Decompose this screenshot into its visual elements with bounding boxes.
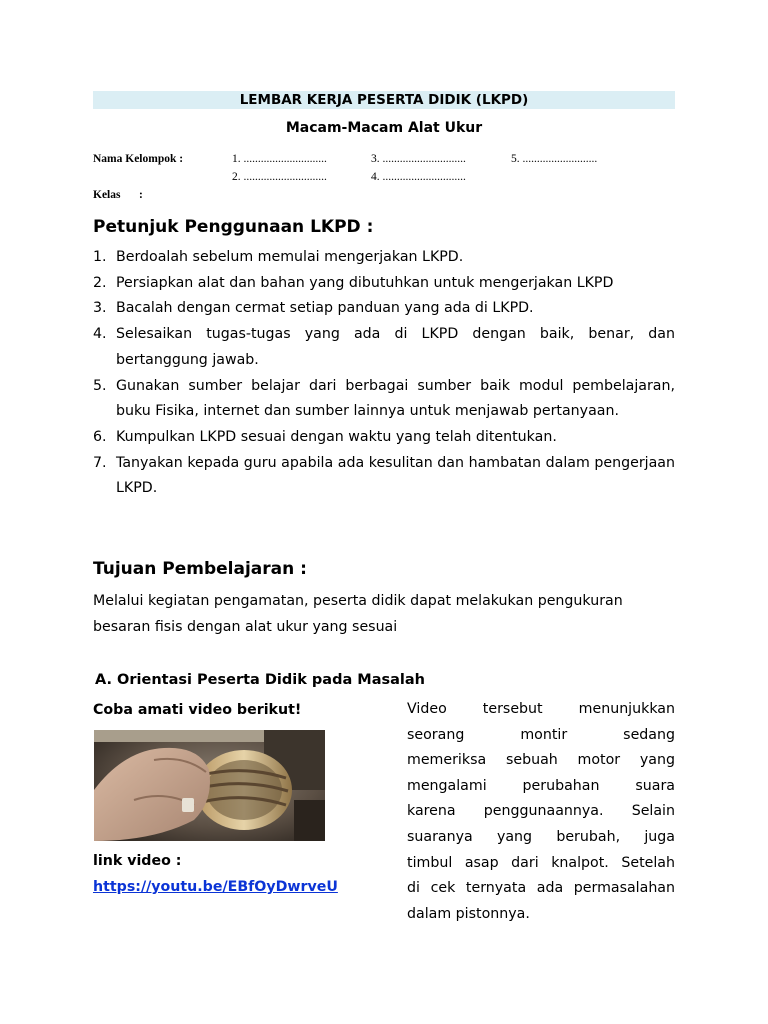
description-line: timbul asap dari knalpot. Setelah [407, 854, 675, 871]
video-thumbnail[interactable] [94, 730, 325, 841]
description-line: dalam pistonnya. [407, 905, 530, 922]
objective-text: Melalui kegiatan pengamatan, peserta didik dapat melakukan pengukuran besaran fisis dengan alat ukur yang sesuai [93, 593, 623, 635]
description-line: mengalami perubahan suara [407, 777, 675, 794]
list-item: 6. Kumpulkan LKPD sesuai dengan waktu yang telah ditentukan. [93, 428, 557, 445]
list-item: 2. Persiapkan alat dan bahan yang dibutuhkan untuk mengerjakan LKPD [93, 274, 614, 291]
member-slot-5[interactable]: 5. .......................... [511, 153, 598, 165]
document-subtitle: Macam-Macam Alat Ukur [285, 120, 483, 136]
description-line: suaranya yang berubah, juga [407, 828, 675, 845]
member-slot-4[interactable]: 4. ............................. [371, 171, 466, 183]
objective-heading: Tujuan Pembelajaran : [93, 559, 307, 579]
description-line: karena penggunaannya. Selain [407, 803, 675, 820]
video-prompt: Coba amati video berikut! [93, 702, 302, 718]
description-line: seorang montir sedang [407, 726, 675, 743]
video-description [407, 697, 675, 927]
instructions-heading: Petunjuk Penggunaan LKPD : [93, 217, 374, 237]
description-line: di cek ternyata ada permasalahan [407, 880, 675, 897]
class-label: Kelas [93, 189, 121, 201]
video-link[interactable]: https://youtu.be/EBfOyDwrveU [93, 879, 338, 895]
member-slot-2[interactable]: 2. ............................. [232, 171, 327, 183]
video-link-label: link video : [93, 853, 182, 869]
section-a-heading: A. Orientasi Peserta Didik pada Masalah [95, 672, 425, 688]
description-line: Video tersebut menunjukkan [407, 701, 675, 717]
document-title: LEMBAR KERJA PESERTA DIDIK (LKPD) [93, 91, 675, 109]
member-slot-3[interactable]: 3. ............................. [371, 153, 466, 165]
piston-photo-icon [94, 730, 325, 841]
instructions-list [93, 245, 675, 502]
list-item: 5. Gunakan sumber belajar dari berbagai sumber baik modul pembelajaran, buku Fisika, internet dan sumber lainnya untuk menjawab pertanyaan. [93, 377, 675, 420]
class-colon: : [139, 189, 143, 201]
list-item: 1. Berdoalah sebelum memulai mengerjakan LKPD. [93, 249, 464, 265]
list-item: 4. Selesaikan tugas-tugas yang ada di LKPD dengan baik, benar, dan bertanggung jawab. [93, 326, 675, 368]
group-name-label: Nama Kelompok : [93, 153, 184, 165]
description-line: memeriksa sebuah motor yang [407, 752, 675, 769]
list-item: 7. Tanyakan kepada guru apabila ada kesulitan dan hambatan dalam pengerjaan LKPD. [93, 454, 675, 497]
member-slot-1[interactable]: 1. ............................. [232, 153, 327, 165]
list-item: 3. Bacalah dengan cermat setiap panduan yang ada di LKPD. [93, 300, 534, 317]
